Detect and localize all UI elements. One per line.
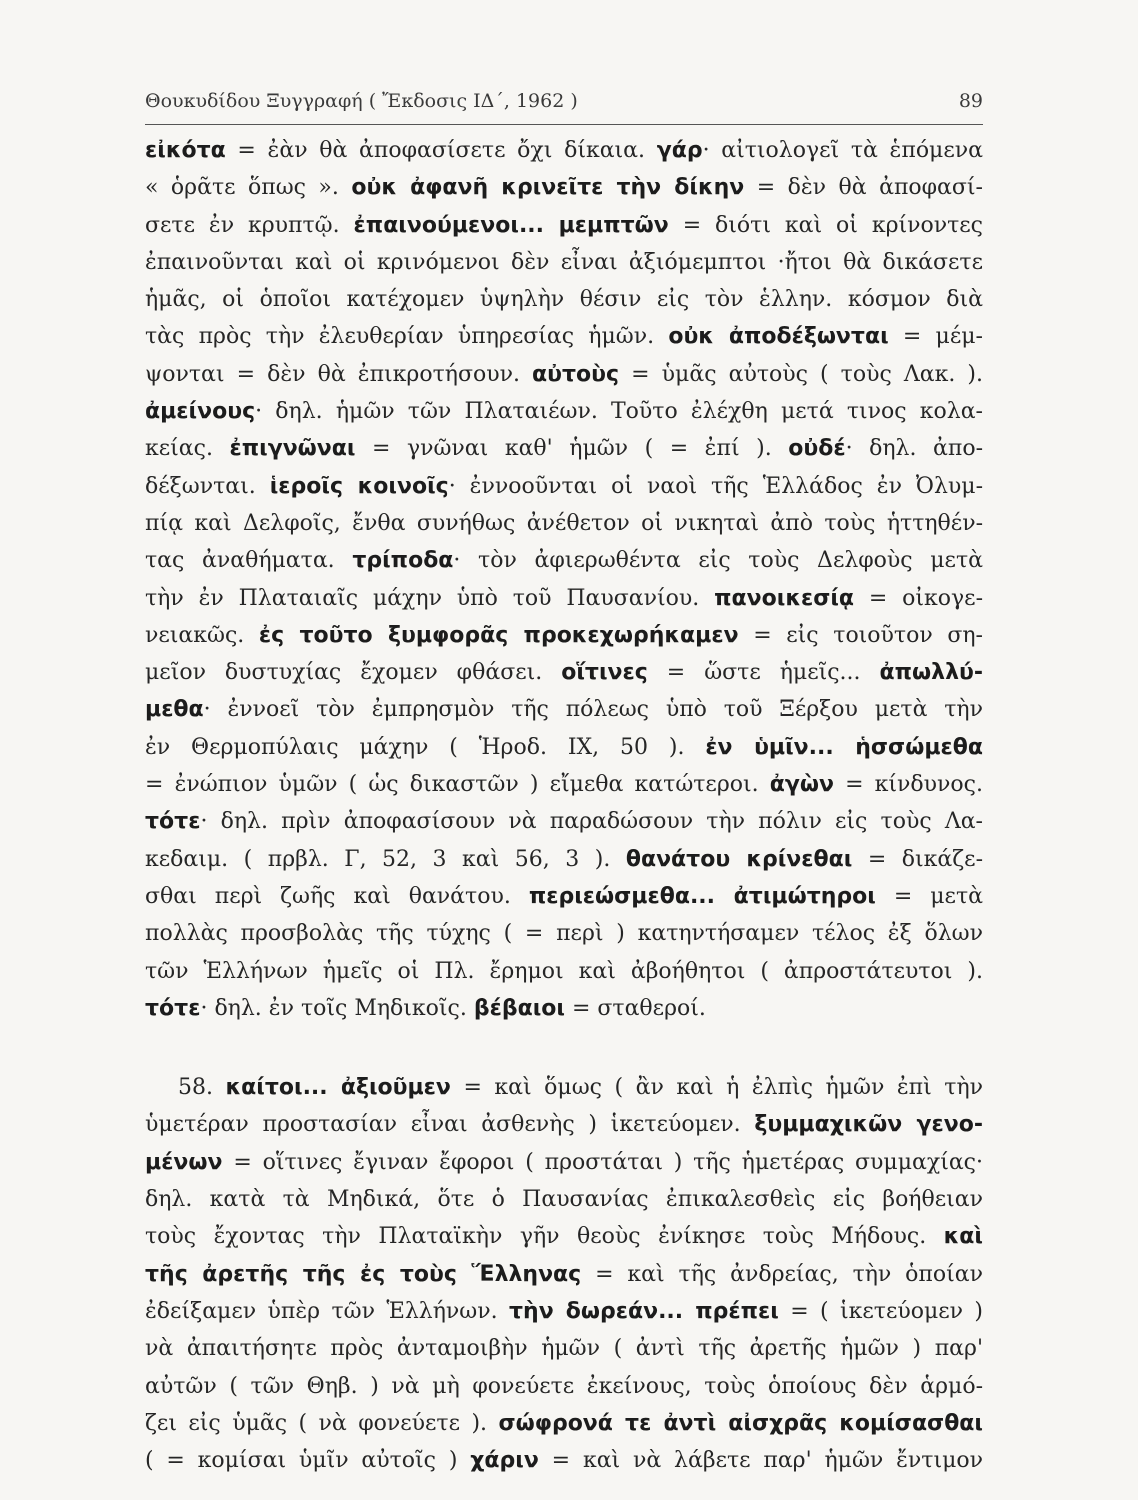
gloss-text: ζει εἰς ὑμᾶς ( νὰ φονεύετε ).	[145, 1410, 499, 1436]
gloss-text: = ( ἱκετεύομεν )	[778, 1298, 983, 1324]
gloss-text: δηλ. κατὰ τὰ Μηδικά, ὅτε ὁ Παυσανίας ἐπικαλεσθεὶς εἰς βοήθειαν	[145, 1187, 983, 1213]
lemma: μένων	[145, 1149, 223, 1175]
text-line	[145, 915, 983, 952]
gloss-text: ὑμετέραν προστασίαν εἶναι ἀσθενὴς ) ἱκετεύομεν.	[145, 1112, 755, 1138]
lemma: ἀγὼν	[769, 772, 834, 798]
lemma: ἐς τοῦτο ξυμφορᾶς προκεχωρήκαμεν	[258, 622, 739, 648]
lemma: τότε	[145, 995, 201, 1021]
text-line	[145, 803, 983, 840]
lemma: ἐπαινούμενοι... μεμπτῶν	[353, 212, 669, 238]
gloss-text: · δηλ. ἡμῶν τῶν Πλαταιέων. Τοῦτο ἐλέχθη μετά τινος κολα-	[255, 399, 983, 425]
gloss-text: = οἰκογε-	[854, 585, 983, 611]
lemma: πανοικεσίᾳ	[714, 585, 855, 611]
gloss-text: δέξωνται.	[145, 473, 270, 499]
lemma: ἀπωλλύ-	[879, 660, 983, 686]
lemma: χάριν	[470, 1448, 539, 1474]
lemma: ἐν ὑμῖν... ἡσσώμεθα	[705, 734, 983, 760]
gloss-text: · τὸν ἀφιερωθέντα εἰς τοὺς Δελφοὺς μετὰ	[453, 548, 983, 574]
text-line	[145, 1069, 983, 1106]
gloss-text: ( = κομίσαι ὑμῖν αὐτοῖς )	[145, 1448, 471, 1474]
lemma: ἀμείνους	[145, 399, 256, 425]
gloss-text: 58.	[178, 1075, 226, 1101]
gloss-text: κείας.	[145, 436, 230, 462]
gloss-text: = καὶ ὅμως ( ἂν καὶ ἡ ἐλπὶς ἡμῶν ἐπὶ τὴν	[450, 1075, 983, 1101]
text-line	[145, 132, 983, 169]
header-rule	[145, 124, 983, 125]
lemma: τὴν δωρεάν... πρέπει	[509, 1298, 779, 1324]
gloss-text: ἐδείξαμεν ὑπὲρ τῶν Ἑλλήνων.	[145, 1298, 509, 1324]
commentary-text	[145, 132, 983, 1479]
lemma: τότε	[145, 809, 201, 835]
gloss-text: = ὥστε ἡμεῖς...	[647, 660, 880, 686]
text-line	[145, 990, 983, 1027]
lemma: μεθα	[145, 697, 204, 723]
text-line	[145, 1293, 983, 1330]
gloss-text: τας ἀναθήματα.	[145, 548, 353, 574]
text-line	[145, 1218, 983, 1255]
text-line	[145, 1405, 983, 1442]
lemma: οὐδέ	[788, 436, 846, 462]
page-number: 89	[958, 90, 983, 112]
text-line	[145, 430, 983, 467]
lemma: γάρ	[656, 138, 703, 163]
text-line	[145, 617, 983, 654]
gloss-text: τὰς πρὸς τὴν ἐλευθερίαν ὑπηρεσίας ἡμῶν.	[145, 324, 669, 350]
text-line	[145, 1144, 983, 1181]
text-line	[145, 691, 983, 728]
gloss-text: ἐπαινοῦνται καὶ οἱ κρινόμενοι δὲν εἶναι ἀξιόμεμπτοι ·ἤτοι θὰ δικάσετε	[145, 249, 983, 275]
text-line	[145, 580, 983, 617]
gloss-text: = ὑμᾶς αὐτοὺς ( τοὺς Λακ. ).	[619, 361, 983, 387]
gloss-text: = σταθεροί.	[564, 995, 706, 1021]
gloss-text: = δικάζε-	[852, 846, 983, 872]
text-line	[145, 1256, 983, 1293]
gloss-text: σθαι περὶ ζωῆς καὶ θανάτου.	[145, 883, 529, 909]
lemma: οὐκ ἀφανῆ κρινεῖτε τὴν δίκην	[351, 175, 745, 201]
text-line	[145, 169, 983, 206]
lemma: ἐπιγνῶναι	[229, 436, 356, 462]
text-line	[145, 505, 983, 542]
running-header	[145, 90, 983, 112]
text-line	[145, 542, 983, 579]
text-line	[145, 841, 983, 878]
gloss-text: · δηλ. ἐν τοῖς Μηδικοῖς.	[200, 995, 474, 1021]
gloss-text: ἡμᾶς, οἱ ὁποῖοι κατέχομεν ὑψηλὴν θέσιν εἰς τὸν ἑλλην. κόσμον διὰ	[145, 287, 983, 313]
gloss-text: · ἐννοοῦνται οἱ ναοὶ τῆς Ἑλλάδος ἐν Ὀλυμ-	[448, 473, 983, 499]
lemma: βέβαιοι	[473, 995, 565, 1021]
text-line	[145, 878, 983, 915]
gloss-text: = ἐνώπιον ὑμῶν ( ὡς δικαστῶν ) εἴμεθα κατώτεροι.	[145, 772, 770, 798]
gloss-text: « ὁρᾶτε ὅπως ».	[145, 175, 352, 201]
text-line	[145, 729, 983, 766]
gloss-text: = διότι καὶ οἱ κρίνοντες	[668, 212, 983, 238]
gloss-text: πολλὰς προσβολὰς τῆς τύχης ( = περὶ ) κατηντήσαμεν τέλος ἐξ ὅλων	[145, 921, 983, 947]
gloss-text: = οἵτινες ἔγιναν ἔφοροι ( προστάται ) τῆς ἡμετέρας συμμαχίας·	[222, 1149, 983, 1175]
gloss-text: = καὶ νὰ λάβετε παρ' ἡμῶν ἔντιμον	[538, 1448, 983, 1474]
text-line	[145, 654, 983, 691]
lemma: περιεώσμεθα... ἀτιμώτηροι	[528, 883, 876, 909]
lemma: καίτοι... ἀξιοῦμεν	[225, 1075, 451, 1101]
lemma: αὐτοὺς	[532, 361, 620, 387]
lemma: καὶ	[943, 1224, 983, 1250]
text-line	[145, 1442, 983, 1479]
gloss-text: πίᾳ καὶ Δελφοῖς, ἔνθα συνήθως ἀνέθετον οἱ νικηταὶ ἀπὸ τοὺς ἡττηθέν-	[145, 510, 983, 536]
text-line	[145, 393, 983, 430]
lemma: ξυμμαχικῶν γενο-	[754, 1112, 983, 1138]
lemma: εἰκότα	[145, 138, 226, 163]
gloss-text: σετε ἐν κρυπτῷ.	[145, 212, 354, 238]
text-line	[145, 1368, 983, 1405]
lemma: θανάτου κρίνεθαι	[625, 846, 853, 872]
text-line	[145, 207, 983, 244]
gloss-text: = γνῶναι καθ' ἡμῶν ( = ἐπί ).	[355, 436, 789, 462]
text-line	[145, 468, 983, 505]
gloss-text: = εἰς τοιοῦτον ση-	[738, 622, 983, 648]
gloss-text: = καὶ τῆς ἀνδρείας, τὴν ὁποίαν	[581, 1261, 983, 1287]
text-line	[145, 281, 983, 318]
gloss-text: αὐτῶν ( τῶν Θηβ. ) νὰ μὴ φονεύετε ἐκείνους, τοὺς ὁποίους δὲν ἁρμό-	[145, 1373, 983, 1399]
gloss-text: = δὲν θὰ ἀποφασί-	[744, 175, 983, 201]
gloss-text: ψονται = δὲν θὰ ἐπικροτήσουν.	[145, 361, 533, 387]
gloss-text: · δηλ. ἀπο-	[845, 436, 983, 462]
gloss-text: τοὺς ἔχοντας τὴν Πλαταϊκὴν γῆν θεοὺς ἐνίκησε τοὺς Μήδους.	[145, 1224, 944, 1250]
gloss-text: κεδαιμ. ( πρβλ. Γ, 52, 3 καὶ 56, 3 ).	[145, 846, 626, 872]
lemma: οἵτινες	[561, 660, 648, 686]
gloss-text: = κίνδυνος.	[833, 772, 983, 798]
lemma: ἱεροῖς κοινοῖς	[269, 473, 449, 499]
paragraph-gap	[145, 1027, 983, 1069]
text-line	[145, 1181, 983, 1218]
lemma: σώφρονά τε ἀντὶ αἰσχρᾶς κομίσασθαι	[498, 1410, 983, 1436]
gloss-text: νειακῶς.	[145, 622, 259, 648]
gloss-text: · δηλ. πρὶν ἀποφασίσουν νὰ παραδώσουν τὴν πόλιν εἰς τοὺς Λα-	[200, 809, 983, 835]
gloss-text: τὴν ἐν Πλαταιαῖς μάχην ὑπὸ τοῦ Παυσανίου.	[145, 585, 715, 611]
text-line	[145, 766, 983, 803]
gloss-text: μεῖον δυστυχίας ἔχομεν φθάσει.	[145, 660, 562, 686]
gloss-text: = μέμ-	[888, 324, 983, 350]
lemma: τῆς ἀρετῆς τῆς ἐς τοὺς Ἕλληνας	[145, 1261, 582, 1287]
text-line	[145, 318, 983, 355]
lemma: οὐκ ἀποδέξωνται	[668, 324, 889, 350]
running-title: Θουκυδίδου Ξυγγραφή ( Ἔκδοσις ΙΔ΄, 1962 )	[145, 90, 578, 112]
gloss-text: ἐν Θερμοπύλαις μάχην ( Ἡροδ. ΙΧ, 50 ).	[145, 734, 706, 760]
gloss-text: νὰ ἀπαιτήσητε πρὸς ἀνταμοιβὴν ἡμῶν ( ἀντὶ τῆς ἀρετῆς ἡμῶν ) παρ'	[145, 1336, 983, 1362]
gloss-text: = ἐὰν θὰ ἀποφασίσετε ὄχι δίκαια.	[225, 138, 657, 163]
gloss-text: · ἐννοεῖ τὸν ἐμπρησμὸν τῆς πόλεως ὑπὸ τοῦ Ξέρξου μετὰ τὴν	[203, 697, 983, 723]
text-line	[145, 1330, 983, 1367]
text-line	[145, 356, 983, 393]
gloss-text: τῶν Ἑλλήνων ἡμεῖς οἱ Πλ. ἔρημοι καὶ ἀβοήθητοι ( ἀπροστάτευτοι ).	[145, 958, 983, 984]
lemma: τρίποδα	[352, 548, 454, 574]
gloss-text: · αἰτιολογεῖ τὰ ἑπόμενα	[702, 138, 983, 163]
text-line	[145, 953, 983, 990]
text-line	[145, 244, 983, 281]
gloss-text: = μετὰ	[875, 883, 983, 909]
text-line	[145, 1106, 983, 1143]
